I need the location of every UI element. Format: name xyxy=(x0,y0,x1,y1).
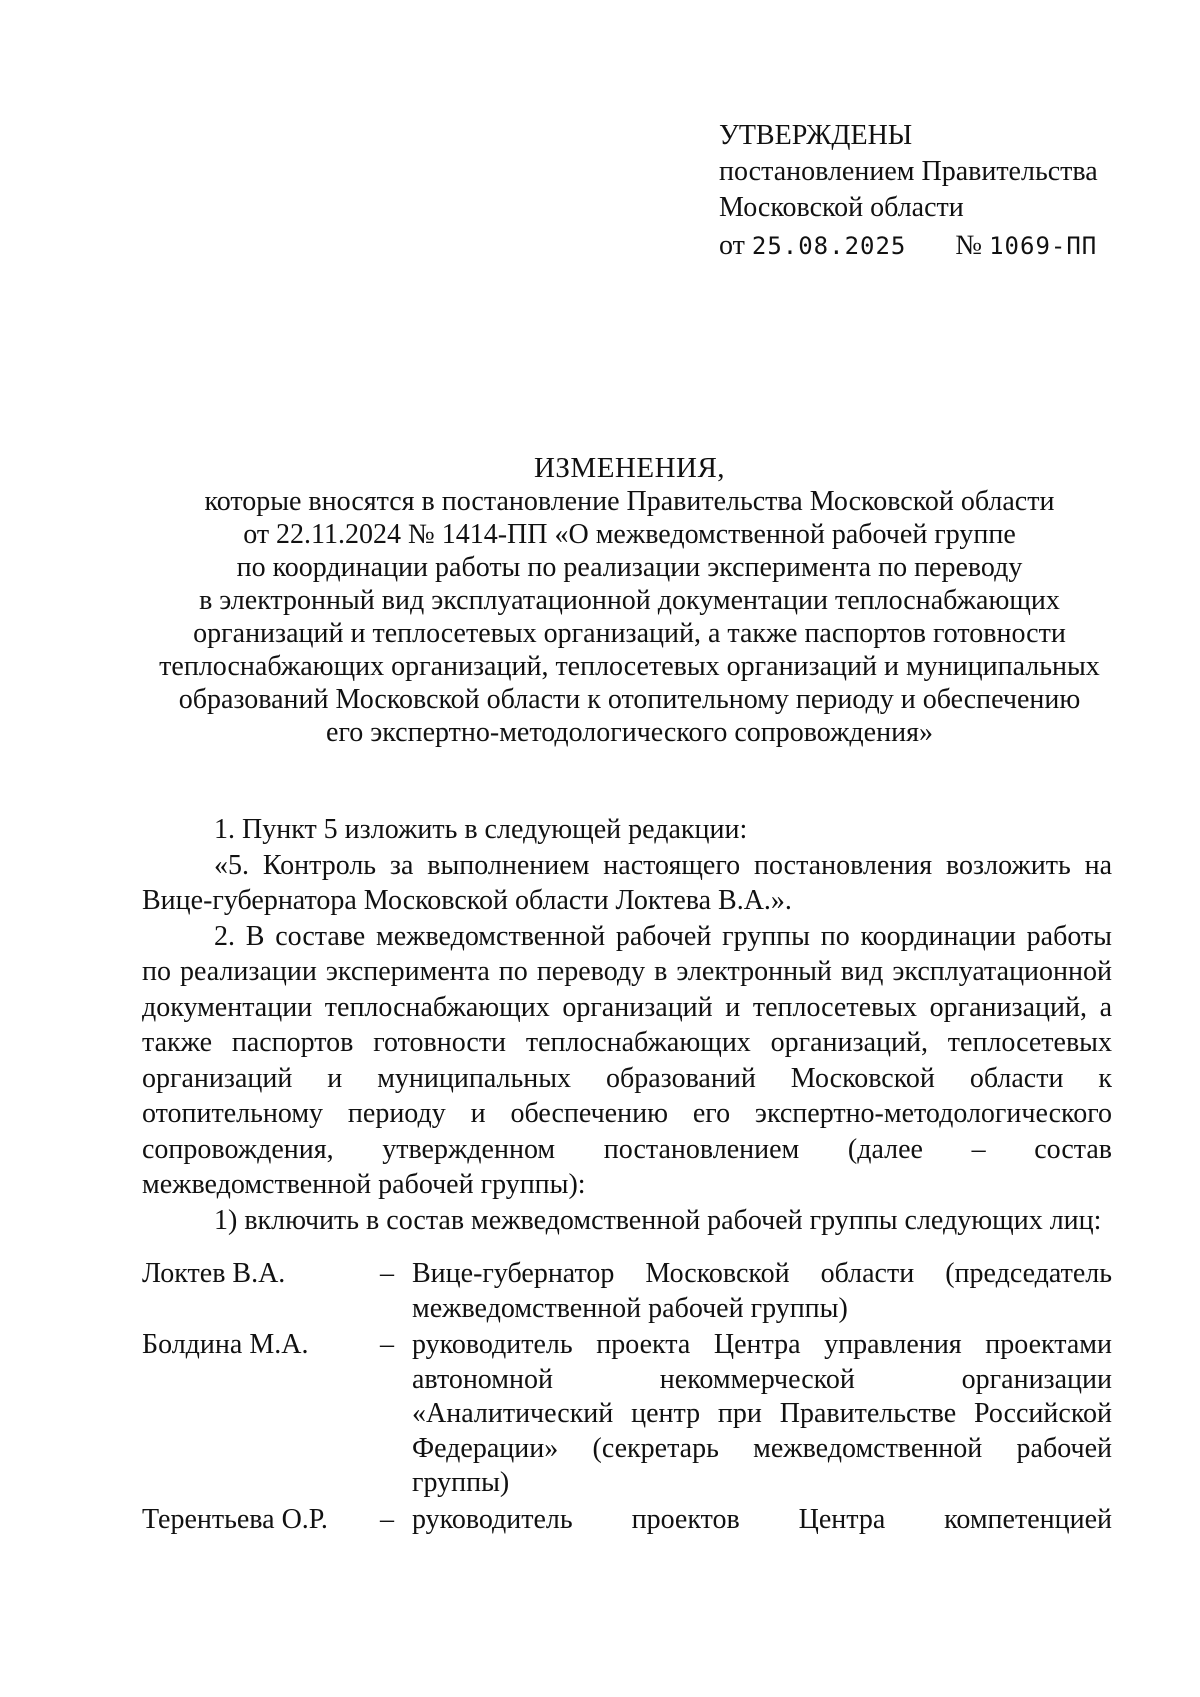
member-role: руководитель проектов Центра компетенцией xyxy=(412,1503,1112,1535)
approval-block xyxy=(719,118,1159,264)
approval-line-1: постановлением Правительства xyxy=(719,156,1098,187)
member-dash: – xyxy=(380,1503,394,1535)
heading-line: по координации работы по реализации эксперимента по переводу xyxy=(236,552,1023,583)
document-body xyxy=(142,812,1112,1238)
heading-line: которые вносятся в постановление Правительства Московской области xyxy=(204,486,1055,517)
document-title: ИЗМЕНЕНИЯ, xyxy=(533,452,726,484)
approval-date: 25.08.2025 xyxy=(751,232,907,260)
paragraph-4: 1) включить в состав межведомственной рабочей группы следующих лиц: xyxy=(214,1204,1102,1236)
heading-line: организаций и теплосетевых организаций, а также паспортов готовности xyxy=(193,618,1066,649)
approval-line-2: Московской области xyxy=(719,192,964,223)
approval-from-label: от xyxy=(719,230,745,261)
paragraph-2: «5. Контроль за выполнением настоящего постановления возложить на Вице-губернатора Московской области Локтева В.А.». xyxy=(142,849,1112,916)
member-list xyxy=(142,1257,1112,1539)
paragraph-3: 2. В составе межведомственной рабочей группы по координации работы по реализации эксперимента по переводу в электронный вид эксплуатационной документации теплоснабжающих организаций и теплосетевых организаций, а также паспортов готовности теплоснабжающих организаций, теплосетевых организаций и муниципальных образований Московской области к отопительному периоду и обеспечению его экспертно-методологического сопровождения, утвержденном постановлением (далее – состав межведомственной рабочей группы): xyxy=(142,920,1112,1200)
approval-number-label: № xyxy=(955,230,983,261)
approval-number: 1069-ПП xyxy=(989,232,1098,260)
member-row xyxy=(142,1503,1112,1538)
approval-label: УТВЕРЖДЕНЫ xyxy=(719,120,913,151)
heading-line: от 22.11.2024 № 1414-ПП «О межведомственной рабочей группе xyxy=(243,519,1016,550)
heading-line: образований Московской области к отопительному периоду и обеспечению xyxy=(178,684,1081,715)
member-role: руководитель проекта Центра управления проектами автономной некоммерческой организации «Аналитический центр при Правительстве Российской Федерации» (секретарь межведомственной рабочей группы) xyxy=(412,1329,1112,1498)
document-heading xyxy=(80,452,1179,749)
approval-date-number-row xyxy=(719,228,1159,264)
member-role: Вице-губернатор Московской области (председатель межведомственной рабочей группы) xyxy=(412,1258,1112,1324)
heading-line: теплоснабжающих организаций, теплосетевых организаций и муниципальных xyxy=(159,651,1100,682)
member-dash: – xyxy=(380,1258,394,1289)
member-name: Локтев В.А. xyxy=(142,1258,286,1289)
paragraph-1: 1. Пункт 5 изложить в следующей редакции: xyxy=(214,814,748,845)
member-name: Терентьева О.Р. xyxy=(142,1503,328,1535)
member-name: Болдина М.А. xyxy=(142,1329,309,1360)
heading-line: его экспертно-методологического сопровождения» xyxy=(326,717,933,748)
heading-line: в электронный вид эксплуатационной документации теплоснабжающих xyxy=(199,585,1060,616)
member-row xyxy=(142,1328,1112,1501)
member-dash: – xyxy=(380,1329,394,1360)
member-row xyxy=(142,1257,1112,1326)
